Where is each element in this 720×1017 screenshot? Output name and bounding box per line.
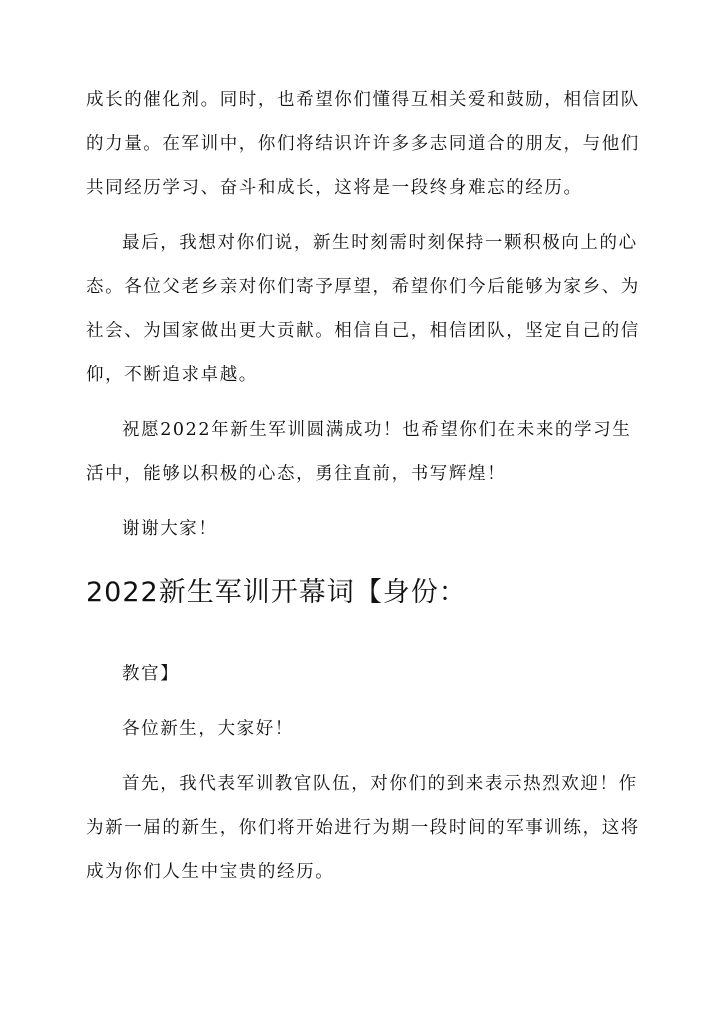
paragraph-1-line-3: 共同经历学习、奋斗和成长，这将是一段终身难忘的经历。: [86, 178, 583, 198]
paragraph-2-line-3: 社会、为国家做出更大贡献。相信自己，相信团队，坚定自己的信: [86, 321, 640, 341]
paragraph-1-line-1: 成长的催化剂。同时，也希望你们懂得互相关爱和鼓励，相信团队: [86, 90, 640, 110]
paragraph-2-line-1: 最后，我想对你们说，新生时刻需时刻保持一颗积极向上的心: [122, 233, 638, 253]
section-heading: 2022新生军训开幕词【身份：: [86, 577, 467, 608]
paragraph-4-line-1: 谢谢大家！: [122, 519, 218, 539]
paragraph-7-line-2: 为新一届的新生，你们将开始进行为期一段时间的军事训练，这将: [86, 818, 640, 838]
paragraph-3-line-2: 活中，能够以积极的心态，勇往直前，书写辉煌！: [86, 464, 507, 484]
paragraph-3-line-1: 祝愿2022年新生军训圆满成功！也希望你们在未来的学习生: [122, 420, 632, 440]
paragraph-2-line-4: 仰，不断追求卓越。: [86, 365, 258, 385]
paragraph-5-line-1: 教官】: [122, 664, 180, 684]
paragraph-1-line-2: 的力量。在军训中，你们将结识许许多多志同道合的朋友，与他们: [86, 134, 640, 154]
paragraph-7-line-3: 成为你们人生中宝贵的经历。: [86, 862, 335, 882]
paragraph-6-line-1: 各位新生，大家好！: [122, 719, 294, 739]
paragraph-7-line-1: 首先，我代表军训教官队伍，对你们的到来表示热烈欢迎！作: [122, 774, 638, 794]
paragraph-2-line-2: 态。各位父老乡亲对你们寄予厚望，希望你们今后能够为家乡、为: [86, 277, 640, 297]
